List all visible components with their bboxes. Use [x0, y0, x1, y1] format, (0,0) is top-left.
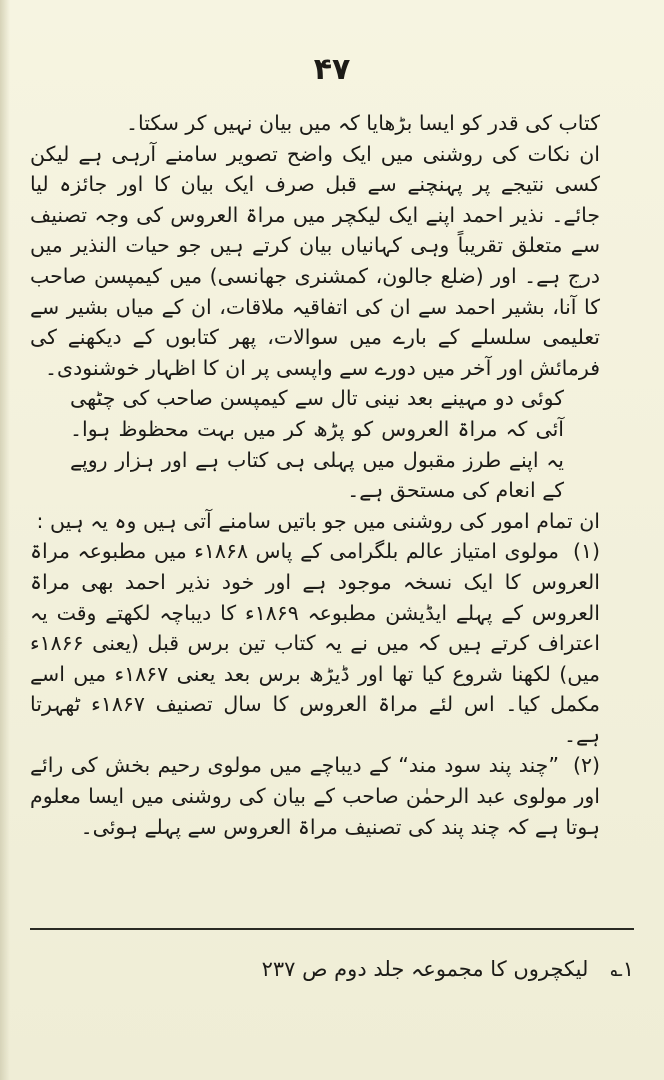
numbered-point-1 [30, 536, 628, 750]
page-number: ۴۷ [313, 52, 351, 87]
footnote-text: لیکچروں کا مجموعہ جلد دوم ص ۲۳۷ [261, 957, 589, 981]
point-number: (۱) [573, 539, 601, 564]
point-text: مولوی امتیاز عالم بلگرامی کے پاس ۱۸۶۸ء میں مطبوعہ مراۃ العروس کا ایک نسخہ موجود ہے اور خود نذیر احمد بھی مراۃ العروس کے پہلے ایڈیشن مطبوعہ ۱۸۶۹ء کا دیباچہ لکھتے وقت یہ اعتراف کرتے ہیں کہ میں نے یہ کتاب تین برس قبل (یعنی ۱۸۶۶ء میں) لکھنا شروع کیا تھا اور ڈیڑھ برس بعد یعنی ۱۸۶۷ء میں اسے مکمل کیا۔ اس لئے مراۃ العروس کا سال تصنیف ۱۸۶۷ء ٹھہرتا ہے۔ [30, 539, 600, 747]
numbered-point-2 [30, 750, 628, 842]
footnote-divider [30, 928, 634, 930]
footnote-mark: ۱؎ [610, 957, 634, 981]
page-edge-shadow [0, 0, 10, 1080]
point-text: ”چند پند سود مند“ کے دیباچے میں مولوی رحیم بخش کی رائے اور مولوی عبد الرحمٰن صاحب کے بیان کی روشنی میں ایسا معلوم ہوتا ہے کہ چند پند کی تصنیف مراۃ العروس سے پہلے ہوئی۔ [30, 753, 600, 839]
paragraph-kempson-quote: کوئی دو مہینے بعد نینی تال سے کیمپسن صاحب کی چٹھی آئی کہ مراۃ العروس کو پڑھ کر میں بہت محظوظ ہوا۔ یہ اپنے طرز مقبول میں پہلی ہی کتاب ہے اور ہزار روپے کے انعام کی مستحق ہے۔ [70, 386, 564, 503]
point-number: (۲) [572, 753, 600, 778]
main-text [30, 108, 628, 842]
paragraph-points-lead: ان تمام امور کی روشنی میں جو باتیں سامنے آتی ہیں وہ یہ ہیں : [36, 508, 600, 533]
paragraph-quote-end: کتاب کی قدر کو ایسا بڑھایا کہ میں بیان نہیں کر سکتا۔ [125, 111, 600, 135]
footnote [240, 954, 634, 984]
paragraph-points-intro: ان نکات کی روشنی میں ایک واضح تصویر سامنے آرہی ہے لیکن کسی نتیجے پر پہنچنے سے قبل صرف ایک بیان کا اور جائزہ لیا جائے۔ نذیر احمد اپنے ایک لیکچر میں مراۃ العروس کی وجہ تصنیف سے متعلق تقریباً وہی کہانیاں بیان کرتے ہیں جو حیات النذیر میں درج ہے۔ اور (ضلع جالون، کمشنری جھانسی) میں کیمپسن صاحب کا آنا، بشیر احمد سے ان کی اتفاقیہ ملاقات، ان کے میاں بشیر سے تعلیمی سلسلے کے بارے میں سوالات، پھر کتابوں کے دیکھنے کی فرمائش اور آخر میں دورے سے واپسی پر ان کا اظہار خوشنودی۔ [30, 141, 600, 380]
